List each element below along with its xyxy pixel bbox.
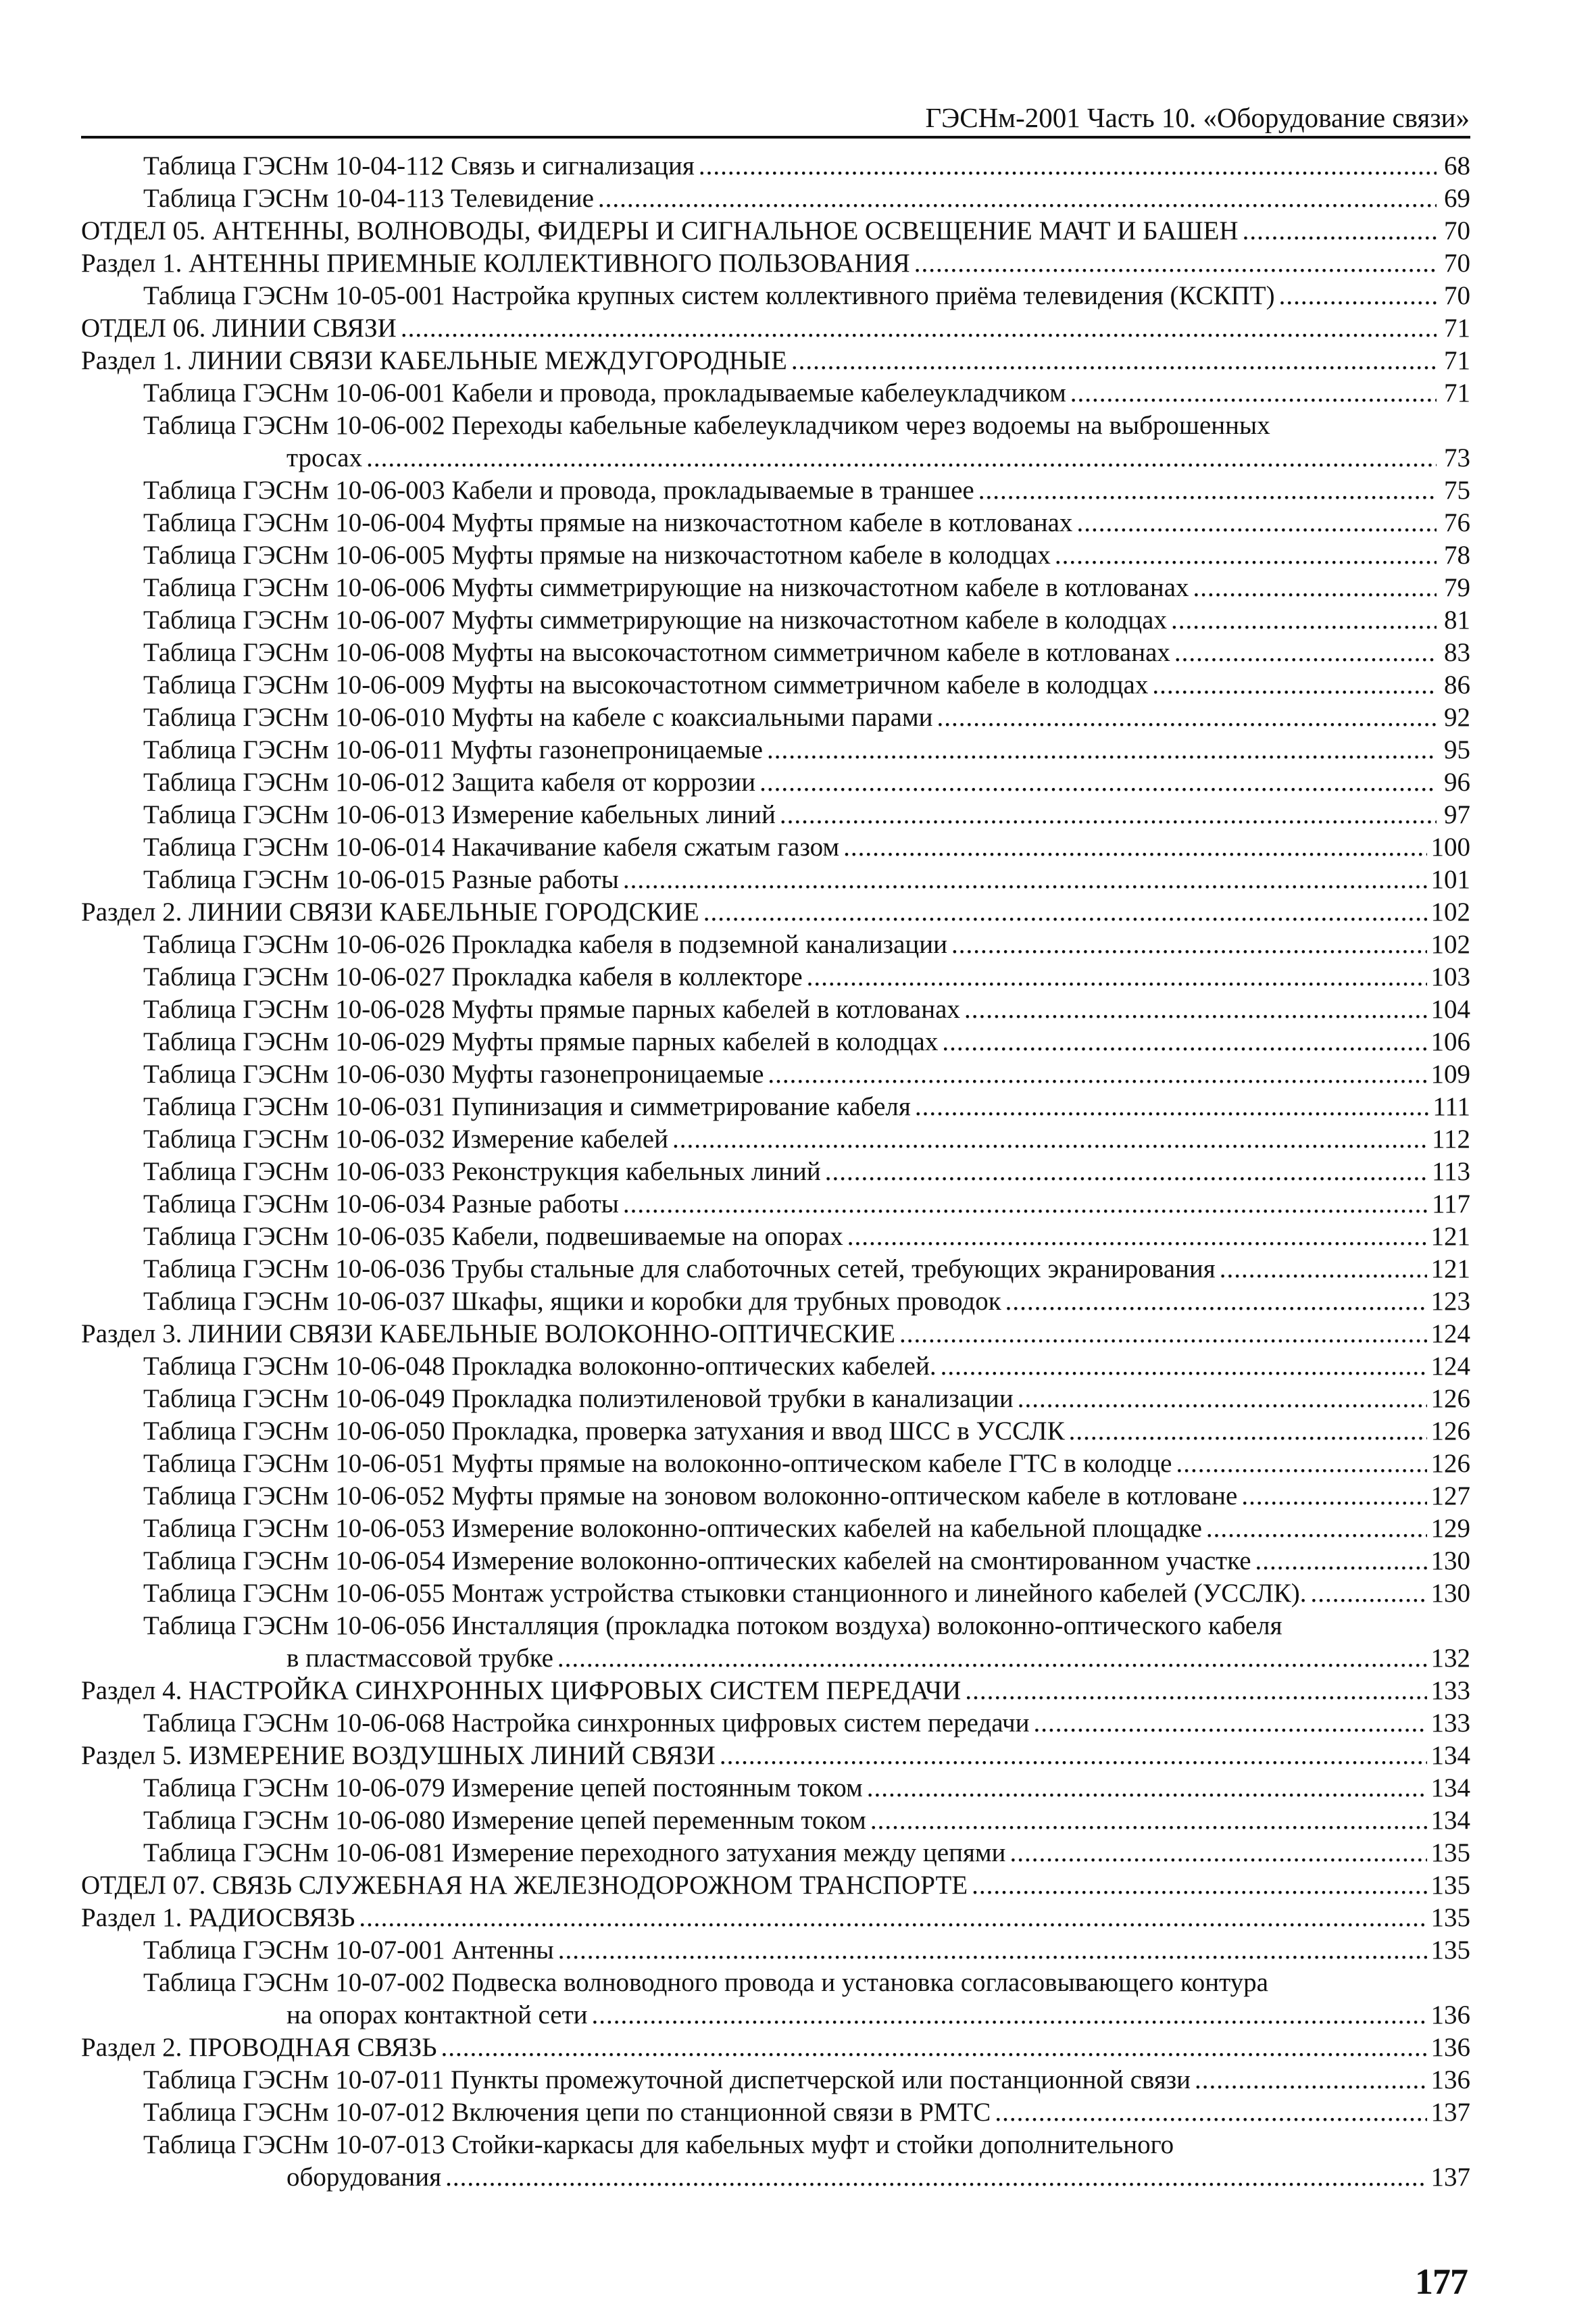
- toc-page-number: 68: [1444, 151, 1470, 180]
- toc-page-number: 124: [1430, 1352, 1470, 1381]
- dot-leader: [972, 1869, 1426, 1902]
- dot-leader: [1241, 1480, 1426, 1512]
- toc-entry-title: Раздел 2. ПРОВОДНАЯ СВЯЗЬ: [81, 2033, 437, 2062]
- toc-entry-title: Таблица ГЭСНм 10-06-051 Муфты прямые на волоконно-оптическом кабеле ГТС в колодце: [143, 1449, 1172, 1478]
- toc-page-number: 136: [1430, 2065, 1470, 2094]
- toc-table-entry[interactable]: [143, 604, 1470, 637]
- dot-leader: [1206, 1512, 1427, 1545]
- dot-leader: [843, 831, 1426, 864]
- toc-entry-title: Таблица ГЭСНм 10-06-029 Муфты прямые парных кабелей в колодцах: [143, 1027, 939, 1056]
- toc-page-number: 113: [1431, 1157, 1470, 1186]
- toc-page-number: 75: [1444, 476, 1470, 505]
- toc-table-entry[interactable]: [143, 734, 1470, 766]
- toc-page-number: 86: [1444, 670, 1470, 699]
- dot-leader: [1070, 377, 1437, 410]
- dot-leader: [366, 442, 1437, 474]
- toc-page-number: 76: [1444, 508, 1470, 537]
- toc-page-number: 121: [1430, 1222, 1470, 1251]
- toc-page-number: 70: [1444, 216, 1470, 245]
- toc-entry-title: Таблица ГЭСНм 10-06-015 Разные работы: [143, 865, 619, 894]
- dot-leader: [825, 1156, 1428, 1188]
- toc-page-number: 123: [1430, 1287, 1470, 1316]
- toc-entry-title: Таблица ГЭСНм 10-07-013 Стойки-каркасы для кабельных муфт и стойки дополнительного: [143, 2130, 1174, 2159]
- dot-leader: [1279, 280, 1437, 312]
- toc-table-entry[interactable]: [143, 1480, 1470, 1512]
- toc-page-number: 71: [1444, 378, 1470, 408]
- toc-page-number: 69: [1444, 184, 1470, 213]
- toc-entry-title: ОТДЕЛ 06. ЛИНИИ СВЯЗИ: [81, 314, 397, 343]
- dot-leader: [759, 766, 1437, 799]
- toc-entry-title: Таблица ГЭСНм 10-07-001 Антенны: [143, 1936, 554, 1965]
- toc-table-entry[interactable]: [143, 929, 1470, 961]
- toc-table-entry[interactable]: [143, 1577, 1470, 1610]
- dot-leader: [965, 1675, 1426, 1707]
- toc-page-number: 136: [1430, 2000, 1470, 2029]
- dot-leader: [558, 1934, 1427, 1967]
- toc-table-entry[interactable]: [143, 1188, 1470, 1221]
- dot-leader: [720, 1740, 1427, 1772]
- toc-entry-title: Таблица ГЭСНм 10-06-050 Прокладка, проверка затухания и ввод ШСС в УССЛК: [143, 1417, 1065, 1446]
- toc-entry-title: Таблица ГЭСНм 10-06-052 Муфты прямые на зоновом волоконно-оптическом кабеле в котловане: [143, 1481, 1238, 1510]
- dot-leader: [964, 993, 1427, 1026]
- toc-page-number: 95: [1444, 735, 1470, 764]
- dot-leader: [359, 1902, 1426, 1934]
- running-header: ГЭСНм-2001 Часть 10. «Оборудование связи»: [925, 102, 1470, 133]
- toc-page-number: 129: [1430, 1514, 1470, 1543]
- toc-table-entry[interactable]: [143, 766, 1470, 799]
- toc-page-number: 81: [1444, 606, 1470, 635]
- toc-entry-title: Таблица ГЭСНм 10-06-026 Прокладка кабеля в подземной канализации: [143, 930, 947, 959]
- dot-leader: [915, 1091, 1429, 1123]
- toc-page-number: 134: [1430, 1741, 1470, 1770]
- toc-table-entry[interactable]: [143, 1221, 1470, 1253]
- toc-table-entry[interactable]: [143, 669, 1470, 701]
- toc-entry-title: Таблица ГЭСНм 10-04-113 Телевидение: [143, 184, 594, 213]
- toc-table-entry[interactable]: [143, 1123, 1470, 1156]
- dot-leader: [807, 961, 1427, 993]
- dot-leader: [1152, 669, 1437, 701]
- toc-entry-title: Таблица ГЭСНм 10-06-079 Измерение цепей постоянным током: [143, 1773, 863, 1802]
- toc-table-entry[interactable]: [143, 1415, 1470, 1448]
- toc-section-entry[interactable]: [81, 1675, 1470, 1707]
- toc-entry-title: Таблица ГЭСНм 10-06-053 Измерение волоконно-оптических кабелей на кабельной площадке: [143, 1514, 1202, 1543]
- toc-page-number: 126: [1430, 1384, 1470, 1413]
- toc-page-number: 130: [1430, 1546, 1470, 1575]
- toc-section-entry[interactable]: [81, 345, 1470, 377]
- toc-table-entry[interactable]: [143, 1156, 1470, 1188]
- toc-page-number: 104: [1430, 995, 1470, 1024]
- toc-entry-title: Таблица ГЭСНм 10-06-007 Муфты симметрирующие на низкочастотном кабеле в колодцах: [143, 606, 1167, 635]
- toc-entry-title: Раздел 4. НАСТРОЙКА СИНХРОННЫХ ЦИФРОВЫХ СИСТЕМ ПЕРЕДАЧИ: [81, 1676, 962, 1705]
- toc-page-number: 96: [1444, 768, 1470, 797]
- dot-leader: [914, 247, 1437, 280]
- dot-leader: [598, 182, 1437, 215]
- dot-leader: [1055, 539, 1437, 572]
- toc-page-number: 127: [1430, 1481, 1470, 1510]
- toc-section-entry[interactable]: [81, 896, 1470, 929]
- toc-table-entry[interactable]: [143, 1285, 1470, 1318]
- toc-page-number: 100: [1430, 833, 1470, 862]
- toc-page-number: 73: [1444, 443, 1470, 472]
- toc-page-number: 124: [1430, 1319, 1470, 1348]
- toc-page-number: 132: [1430, 1644, 1470, 1673]
- dot-leader: [557, 1642, 1427, 1675]
- toc-entry-title-continuation: оборудования: [286, 2163, 442, 2192]
- dot-leader: [445, 2161, 1426, 2194]
- toc-page-number: 71: [1444, 314, 1470, 343]
- toc-table-entry[interactable]: [143, 1026, 1470, 1058]
- toc-section-entry[interactable]: [81, 247, 1470, 280]
- dot-leader: [1018, 1383, 1427, 1415]
- dot-leader: [699, 150, 1437, 182]
- dot-leader: [1069, 1415, 1427, 1448]
- toc-table-entry[interactable]: [143, 280, 1470, 312]
- toc-table-entry[interactable]: [143, 1967, 1470, 2032]
- dot-leader: [780, 799, 1437, 831]
- dot-leader: [791, 345, 1437, 377]
- table-of-contents: [81, 150, 1470, 2194]
- dot-leader: [767, 734, 1437, 766]
- toc-entry-title: Таблица ГЭСНм 10-06-009 Муфты на высокочастотном симметричном кабеле в колодцах: [143, 670, 1149, 699]
- dot-leader: [401, 312, 1437, 345]
- toc-entry-title: Таблица ГЭСНм 10-06-010 Муфты на кабеле с коаксиальными парами: [143, 703, 933, 732]
- dot-leader: [1171, 604, 1437, 637]
- toc-entry-title: Таблица ГЭСНм 10-06-008 Муфты на высокочастотном симметричном кабеле в котлованах: [143, 638, 1170, 667]
- toc-page-number: 112: [1431, 1125, 1470, 1154]
- toc-section-entry[interactable]: [81, 1869, 1470, 1902]
- toc-page-number: 135: [1430, 1838, 1470, 1867]
- dot-leader: [870, 1804, 1427, 1837]
- toc-section-entry[interactable]: [81, 2032, 1470, 2064]
- dot-leader: [1193, 572, 1437, 604]
- toc-section-entry[interactable]: [81, 312, 1470, 345]
- toc-table-entry[interactable]: [143, 1837, 1470, 1869]
- toc-table-entry[interactable]: [143, 2096, 1470, 2129]
- toc-section-entry[interactable]: [81, 1902, 1470, 1934]
- toc-entry-title: Таблица ГЭСНм 10-06-068 Настройка синхронных цифровых систем передачи: [143, 1708, 1030, 1738]
- toc-page-number: 103: [1430, 962, 1470, 991]
- dot-leader: [1195, 2064, 1426, 2096]
- toc-page-number: 135: [1430, 1936, 1470, 1965]
- toc-entry-title: Таблица ГЭСНм 10-06-034 Разные работы: [143, 1189, 619, 1218]
- dot-leader: [1311, 1577, 1427, 1610]
- toc-entry-title: Таблица ГЭСНм 10-06-055 Монтаж устройства стыковки станционного и линейного кабелей (УССЛК).: [143, 1579, 1307, 1608]
- toc-entry-title: Таблица ГЭСНм 10-06-003 Кабели и провода, прокладываемые в траншее: [143, 476, 974, 505]
- toc-table-entry[interactable]: [143, 1091, 1470, 1123]
- toc-entry-title: Раздел 2. ЛИНИИ СВЯЗИ КАБЕЛЬНЫЕ ГОРОДСКИЕ: [81, 897, 699, 927]
- toc-page-number: 83: [1444, 638, 1470, 667]
- dot-leader: [1174, 637, 1437, 669]
- toc-table-entry[interactable]: [143, 2064, 1470, 2096]
- dot-leader: [441, 2032, 1427, 2064]
- toc-page-number: 79: [1444, 573, 1470, 602]
- toc-entry-title: Таблица ГЭСНм 10-06-035 Кабели, подвешиваемые на опорах: [143, 1222, 843, 1251]
- toc-page-number: 71: [1444, 346, 1470, 375]
- dot-leader: [623, 1188, 1428, 1221]
- dot-leader: [1005, 1285, 1427, 1318]
- toc-page-number: 70: [1444, 249, 1470, 278]
- toc-entry-title: ОТДЕЛ 07. СВЯЗЬ СЛУЖЕБНАЯ НА ЖЕЛЕЗНОДОРОЖНОМ ТРАНСПОРТЕ: [81, 1871, 968, 1900]
- toc-table-entry[interactable]: [143, 1707, 1470, 1740]
- toc-table-entry[interactable]: [143, 864, 1470, 896]
- toc-page-number: 121: [1430, 1254, 1470, 1283]
- toc-entry-title: Таблица ГЭСНм 10-06-030 Муфты газонепроницаемые: [143, 1060, 764, 1089]
- dot-leader: [847, 1221, 1427, 1253]
- toc-page-number: 92: [1444, 703, 1470, 732]
- toc-entry-title-continuation: на опорах контактной сети: [286, 2000, 588, 2029]
- page-number: 177: [1415, 2261, 1468, 2302]
- toc-page-number: 136: [1430, 2033, 1470, 2062]
- toc-page-number: 117: [1431, 1189, 1470, 1218]
- toc-table-entry[interactable]: [143, 539, 1470, 572]
- toc-table-entry[interactable]: [143, 637, 1470, 669]
- toc-entry-title: Раздел 5. ИЗМЕРЕНИЕ ВОЗДУШНЫХ ЛИНИЙ СВЯЗИ: [81, 1741, 716, 1770]
- toc-entry-title-continuation: в пластмассовой трубке: [286, 1644, 553, 1673]
- dot-leader: [623, 864, 1427, 896]
- toc-page-number: 126: [1430, 1417, 1470, 1446]
- toc-page-number: 133: [1430, 1676, 1470, 1705]
- toc-entry-title: Таблица ГЭСНм 10-06-006 Муфты симметрирующие на низкочастотном кабеле в котлованах: [143, 573, 1189, 602]
- dot-leader: [592, 1999, 1427, 2032]
- toc-entry-title: Таблица ГЭСНм 10-06-031 Пупинизация и симметрирование кабеля: [143, 1092, 911, 1121]
- dot-leader: [672, 1123, 1428, 1156]
- dot-leader: [1255, 1545, 1427, 1577]
- dot-leader: [867, 1772, 1427, 1804]
- toc-page-number: 135: [1430, 1903, 1470, 1932]
- toc-entry-title: Таблица ГЭСНм 10-06-013 Измерение кабельных линий: [143, 800, 776, 829]
- toc-table-entry[interactable]: [143, 701, 1470, 734]
- dot-leader: [1009, 1837, 1426, 1869]
- dot-leader: [941, 1350, 1427, 1383]
- dot-leader: [995, 2096, 1426, 2129]
- toc-table-entry[interactable]: [143, 1804, 1470, 1837]
- toc-entry-title: Таблица ГЭСНм 10-06-005 Муфты прямые на низкочастотном кабеле в колодцах: [143, 541, 1051, 570]
- toc-entry-title: Раздел 3. ЛИНИИ СВЯЗИ КАБЕЛЬНЫЕ ВОЛОКОННО-ОПТИЧЕСКИЕ: [81, 1319, 895, 1348]
- toc-section-entry[interactable]: [81, 1318, 1470, 1350]
- toc-table-entry[interactable]: [143, 1610, 1470, 1675]
- toc-table-entry[interactable]: [143, 507, 1470, 539]
- toc-entry-title: ОТДЕЛ 05. АНТЕННЫ, ВОЛНОВОДЫ, ФИДЕРЫ И СИГНАЛЬНОЕ ОСВЕЩЕНИЕ МАЧТ И БАШЕН: [81, 216, 1239, 245]
- toc-section-entry[interactable]: [81, 1740, 1470, 1772]
- toc-table-entry[interactable]: [143, 1383, 1470, 1415]
- toc-table-entry[interactable]: [143, 182, 1470, 215]
- toc-table-entry[interactable]: [143, 831, 1470, 864]
- toc-entry-title: Таблица ГЭСНм 10-06-002 Переходы кабельные кабелеукладчиком через водоемы на выброшенных: [143, 411, 1270, 440]
- dot-leader: [768, 1058, 1426, 1091]
- toc-table-entry[interactable]: [143, 150, 1470, 182]
- toc-table-entry[interactable]: [143, 799, 1470, 831]
- toc-entry-title: Таблица ГЭСНм 10-04-112 Связь и сигнализация: [143, 151, 695, 180]
- toc-page-number: 109: [1430, 1060, 1470, 1089]
- header-rule: [81, 136, 1470, 139]
- dot-leader: [899, 1318, 1427, 1350]
- toc-entry-title: Таблица ГЭСНм 10-06-049 Прокладка полиэтиленовой трубки в канализации: [143, 1384, 1014, 1413]
- toc-table-entry[interactable]: [143, 1772, 1470, 1804]
- dot-leader: [951, 929, 1427, 961]
- toc-page-number: 102: [1430, 897, 1470, 927]
- toc-table-entry[interactable]: [143, 474, 1470, 507]
- toc-entry-title: Таблица ГЭСНм 10-06-036 Трубы стальные для слаботочных сетей, требующих экранирования: [143, 1254, 1216, 1283]
- toc-table-entry[interactable]: [143, 1253, 1470, 1285]
- toc-entry-title: Таблица ГЭСНм 10-06-048 Прокладка волоконно-оптических кабелей.: [143, 1352, 937, 1381]
- toc-entry-title: Таблица ГЭСНм 10-07-012 Включения цепи по станционной связи в РМТС: [143, 2098, 991, 2127]
- toc-page-number: 106: [1430, 1027, 1470, 1056]
- toc-entry-title: Таблица ГЭСНм 10-05-001 Настройка крупных систем коллективного приёма телевидения (КСКПТ): [143, 281, 1275, 310]
- dot-leader: [1076, 507, 1437, 539]
- toc-table-entry[interactable]: [143, 572, 1470, 604]
- toc-page-number: 130: [1430, 1579, 1470, 1608]
- toc-page-number: 102: [1430, 930, 1470, 959]
- toc-page-number: 111: [1432, 1092, 1470, 1121]
- toc-entry-title: Таблица ГЭСНм 10-06-027 Прокладка кабеля в коллекторе: [143, 962, 803, 991]
- toc-table-entry[interactable]: [143, 961, 1470, 993]
- toc-table-entry[interactable]: [143, 410, 1470, 474]
- toc-table-entry[interactable]: [143, 1350, 1470, 1383]
- toc-entry-title: Таблица ГЭСНм 10-06-014 Накачивание кабеля сжатым газом: [143, 833, 840, 862]
- toc-page-number: 70: [1444, 281, 1470, 310]
- dot-leader: [1243, 215, 1437, 247]
- toc-table-entry[interactable]: [143, 1448, 1470, 1480]
- toc-page-number: 137: [1430, 2163, 1470, 2192]
- toc-page-number: 134: [1430, 1806, 1470, 1835]
- toc-entry-title: Таблица ГЭСНм 10-06-012 Защита кабеля от коррозии: [143, 768, 756, 797]
- toc-table-entry[interactable]: [143, 377, 1470, 410]
- dot-leader: [942, 1026, 1426, 1058]
- toc-page-number: 97: [1444, 800, 1470, 829]
- toc-entry-title: Раздел 1. РАДИОСВЯЗЬ: [81, 1903, 355, 1932]
- dot-leader: [1033, 1707, 1426, 1740]
- toc-entry-title: Таблица ГЭСНм 10-06-080 Измерение цепей переменным током: [143, 1806, 866, 1835]
- toc-section-entry[interactable]: [81, 215, 1470, 247]
- toc-page-number: 126: [1430, 1449, 1470, 1478]
- dot-leader: [937, 701, 1437, 734]
- toc-entry-title-continuation: тросах: [286, 443, 363, 472]
- toc-table-entry[interactable]: [143, 1545, 1470, 1577]
- toc-entry-title: Таблица ГЭСНм 10-06-081 Измерение переходного затухания между цепями: [143, 1838, 1006, 1867]
- toc-entry-title: Таблица ГЭСНм 10-06-054 Измерение волоконно-оптических кабелей на смонтированном участке: [143, 1546, 1251, 1575]
- toc-page-number: 134: [1430, 1773, 1470, 1802]
- dot-leader: [978, 474, 1437, 507]
- toc-entry-title: Таблица ГЭСНм 10-06-056 Инсталляция (прокладка потоком воздуха) волоконно-оптического кабеля: [143, 1611, 1282, 1640]
- toc-entry-title: Таблица ГЭСНм 10-06-004 Муфты прямые на низкочастотном кабеле в котлованах: [143, 508, 1073, 537]
- toc-entry-title: Таблица ГЭСНм 10-06-032 Измерение кабелей: [143, 1125, 668, 1154]
- toc-entry-title: Раздел 1. АНТЕННЫ ПРИЕМНЫЕ КОЛЛЕКТИВНОГО ПОЛЬЗОВАНИЯ: [81, 249, 910, 278]
- toc-entry-title: Таблица ГЭСНм 10-07-011 Пункты промежуточной диспетчерской или постанционной связи: [143, 2065, 1191, 2094]
- toc-page-number: 133: [1430, 1708, 1470, 1738]
- dot-leader: [1220, 1253, 1427, 1285]
- toc-page-number: 101: [1430, 865, 1470, 894]
- toc-table-entry[interactable]: [143, 1058, 1470, 1091]
- toc-entry-title: Таблица ГЭСНм 10-06-028 Муфты прямые парных кабелей в котлованах: [143, 995, 960, 1024]
- toc-table-entry[interactable]: [143, 2129, 1470, 2194]
- toc-entry-title: Таблица ГЭСНм 10-07-002 Подвеска волноводного провода и установка согласовывающего контура: [143, 1968, 1268, 1997]
- toc-page-number: 135: [1430, 1871, 1470, 1900]
- toc-table-entry[interactable]: [143, 1512, 1470, 1545]
- toc-entry-title: Раздел 1. ЛИНИИ СВЯЗИ КАБЕЛЬНЫЕ МЕЖДУГОРОДНЫЕ: [81, 346, 787, 375]
- toc-page-number: 78: [1444, 541, 1470, 570]
- dot-leader: [1176, 1448, 1427, 1480]
- dot-leader: [703, 896, 1427, 929]
- toc-entry-title: Таблица ГЭСНм 10-06-037 Шкафы, ящики и коробки для трубных проводок: [143, 1287, 1001, 1316]
- toc-table-entry[interactable]: [143, 993, 1470, 1026]
- toc-entry-title: Таблица ГЭСНм 10-06-001 Кабели и провода, прокладываемые кабелеукладчиком: [143, 378, 1066, 408]
- toc-table-entry[interactable]: [143, 1934, 1470, 1967]
- toc-entry-title: Таблица ГЭСНм 10-06-033 Реконструкция кабельных линий: [143, 1157, 821, 1186]
- toc-page-number: 137: [1430, 2098, 1470, 2127]
- toc-entry-title: Таблица ГЭСНм 10-06-011 Муфты газонепроницаемые: [143, 735, 763, 764]
